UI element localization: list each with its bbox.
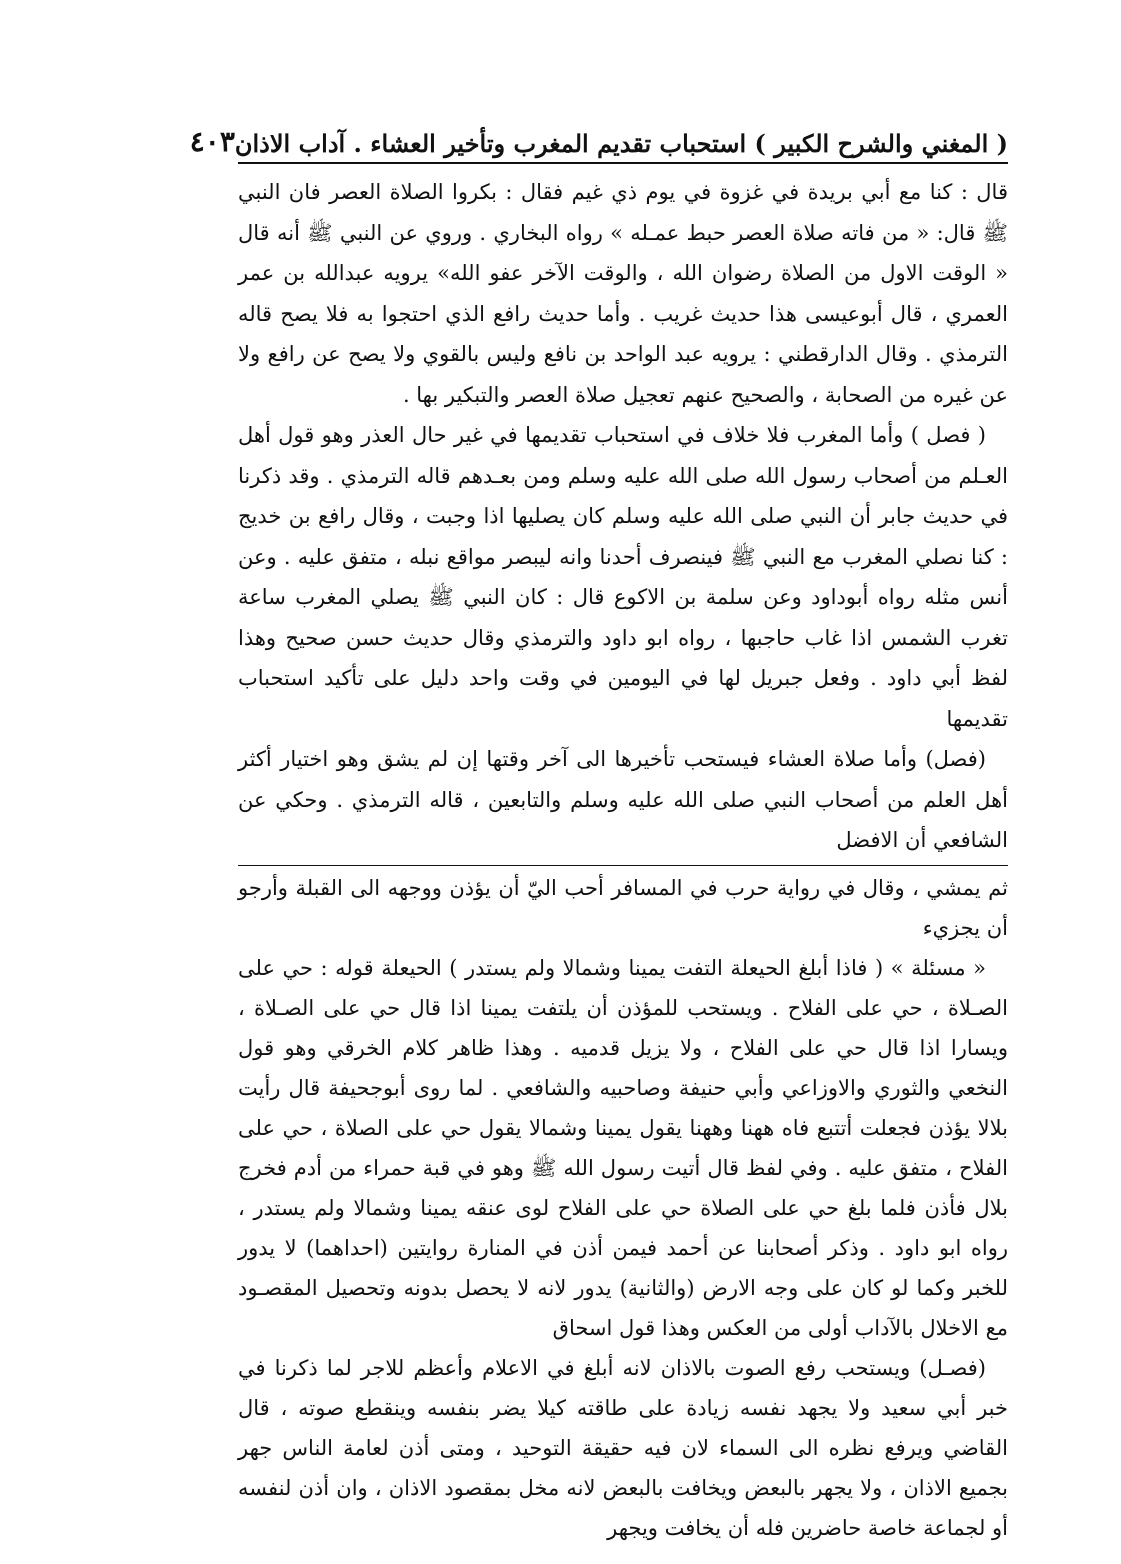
running-header — [189, 118, 1008, 158]
commentary-paragraph: « مسئلة » ( فاذا أبلغ الحيعلة التفت يمينا وشمالا ولم يستدر ) الحيعلة قوله : حي على الصـلاة ، حي على الفلاح . ويستحب للمؤذن أن يلتفت يمينا اذا قال حي على الصـلاة ، ويسارا اذا قال حي على الفلاح ، ولا يزيل قدميه . وهذا ظاهر كلام الخرقي وهو قول النخعي والثوري والاوزاعي وأبي حنيفة وصاحبيه والشافعي . لما روى أبوجحيفة قال رأيت بلالا يؤذن فجعلت أتتبع فاه ههنا وههنا يقول يمينا وشمالا يقول حي على الصلاة ، حي على الفلاح ، متفق عليه . وفي لفظ قال أتيت رسول الله ﷺ وهو في قبة حمراء من أدم فخرج بلال فأذن فلما بلغ حي على الصلاة حي على الفلاح لوى عنقه يمينا وشمالا ولم يستدر ، رواه ابو داود . وذكر أصحابنا عن أحمد فيمن أذن في المنارة روايتين (احداهما) لا يدور للخبر وكما لو كان على وجه الارض (والثانية) يدور لانه لا يحصل بدونه وتحصيل المقصـود مع الاخلال بالآداب أولى من العكس وهذا قول اسحاق — [238, 955, 1008, 1340]
commentary-paragraph: ثم يمشي ، وقال في رواية حرب في المسافر أحب اليّ أن يؤذن ووجهه الى القبلة وأرجو أن يجزيء — [238, 875, 1008, 940]
book-page — [189, 118, 1008, 1540]
main-paragraph: ( فصل ) وأما المغرب فلا خلاف في استحباب تقديمها في غير حال العذر وهو قول أهل العـلم من أصحاب رسول الله صلى الله عليه وسلم ومن بعـدهم قاله الترمذي . وقد ذكرنا في حديث جابر أن النبي صلى الله عليه وسلم كان يصليها اذا وجبت ، وقال رافع بن خديج : كنا نصلي المغرب مع النبي ﷺ فينصرف أحدنا وانه ليبصر مواقع نبله ، متفق عليه . وعن أنس مثله رواه أبوداود وعن سلمة بن الاكوع قال : كان النبي ﷺ يصلي المغرب ساعة تغرب الشمس اذا غاب حاجبها ، رواه ابو داود والترمذي وقال حديث حسن صحيح وهذا لفظ أبي داود . وفعل جبريل لها في اليومين في وقت واحد دليل على تأكيد استحباب تقديمها — [238, 423, 1008, 731]
main-text — [238, 172, 1008, 861]
main-paragraph: (فصل) وأما صلاة العشاء فيستحب تأخيرها الى آخر وقتها إن لم يشق وهو اختيار أكثر أهل العلم من أصحاب النبي صلى الله عليه وسلم والتابعين ، قاله الترمذي . وحكي عن الشافعي أن الافضل — [238, 747, 1008, 852]
header-rule — [238, 162, 1008, 164]
commentary-text — [238, 868, 1008, 1548]
main-paragraph: قال : كنا مع أبي بريدة في غزوة في يوم ذي غيم فقال : بكروا الصلاة العصر فان النبي ﷺ قال: « من فاته صلاة العصر حبط عمـله » رواه البخاري . وروي عن النبي ﷺ أنه قال « الوقت الاول من الصلاة رضوان الله ، والوقت الآخر عفو الله» يرويه عبدالله بن عمر العمري ، قال أبوعيسى هذا حديث غريب . وأما حديث رافع الذي احتجوا به فلا يصح قاله الترمذي . وقال الدارقطني : يرويه عبد الواحد بن نافع وليس بالقوي ولا يصح عن رافع ولا عن غيره من الصحابة ، والصحيح عنهم تعجيل صلاة العصر والتبكير بها . — [238, 180, 1008, 407]
section-divider — [238, 865, 1008, 866]
page-number: ٤٠٣ — [189, 125, 235, 158]
commentary-paragraph: (فصـل) ويستحب رفع الصوت بالاذان لانه أبلغ في الاعلام وأعظم للاجر لما ذكرنا في خبر أبي سعيد ولا يجهد نفسه زيادة على طاقته كيلا يضر بنفسه وينقطع صوته ، قال القاضي ويرفع نظره الى السماء لان فيه حقيقة التوحيد ، ومتى أذن لعامة الناس جهر بجميع الاذان ، ولا يجهر بالبعض ويخافت بالبعض لانه مخل بمقصود الاذان ، وان أذن لنفسه أو لجماعة خاصة حاضرين فله أن يخافت ويجهر — [238, 1355, 1008, 1540]
header-title: ( المغني والشرح الكبير ) استحباب تقديم المغرب وتأخير العشاء . آداب الاذان — [234, 129, 1008, 158]
